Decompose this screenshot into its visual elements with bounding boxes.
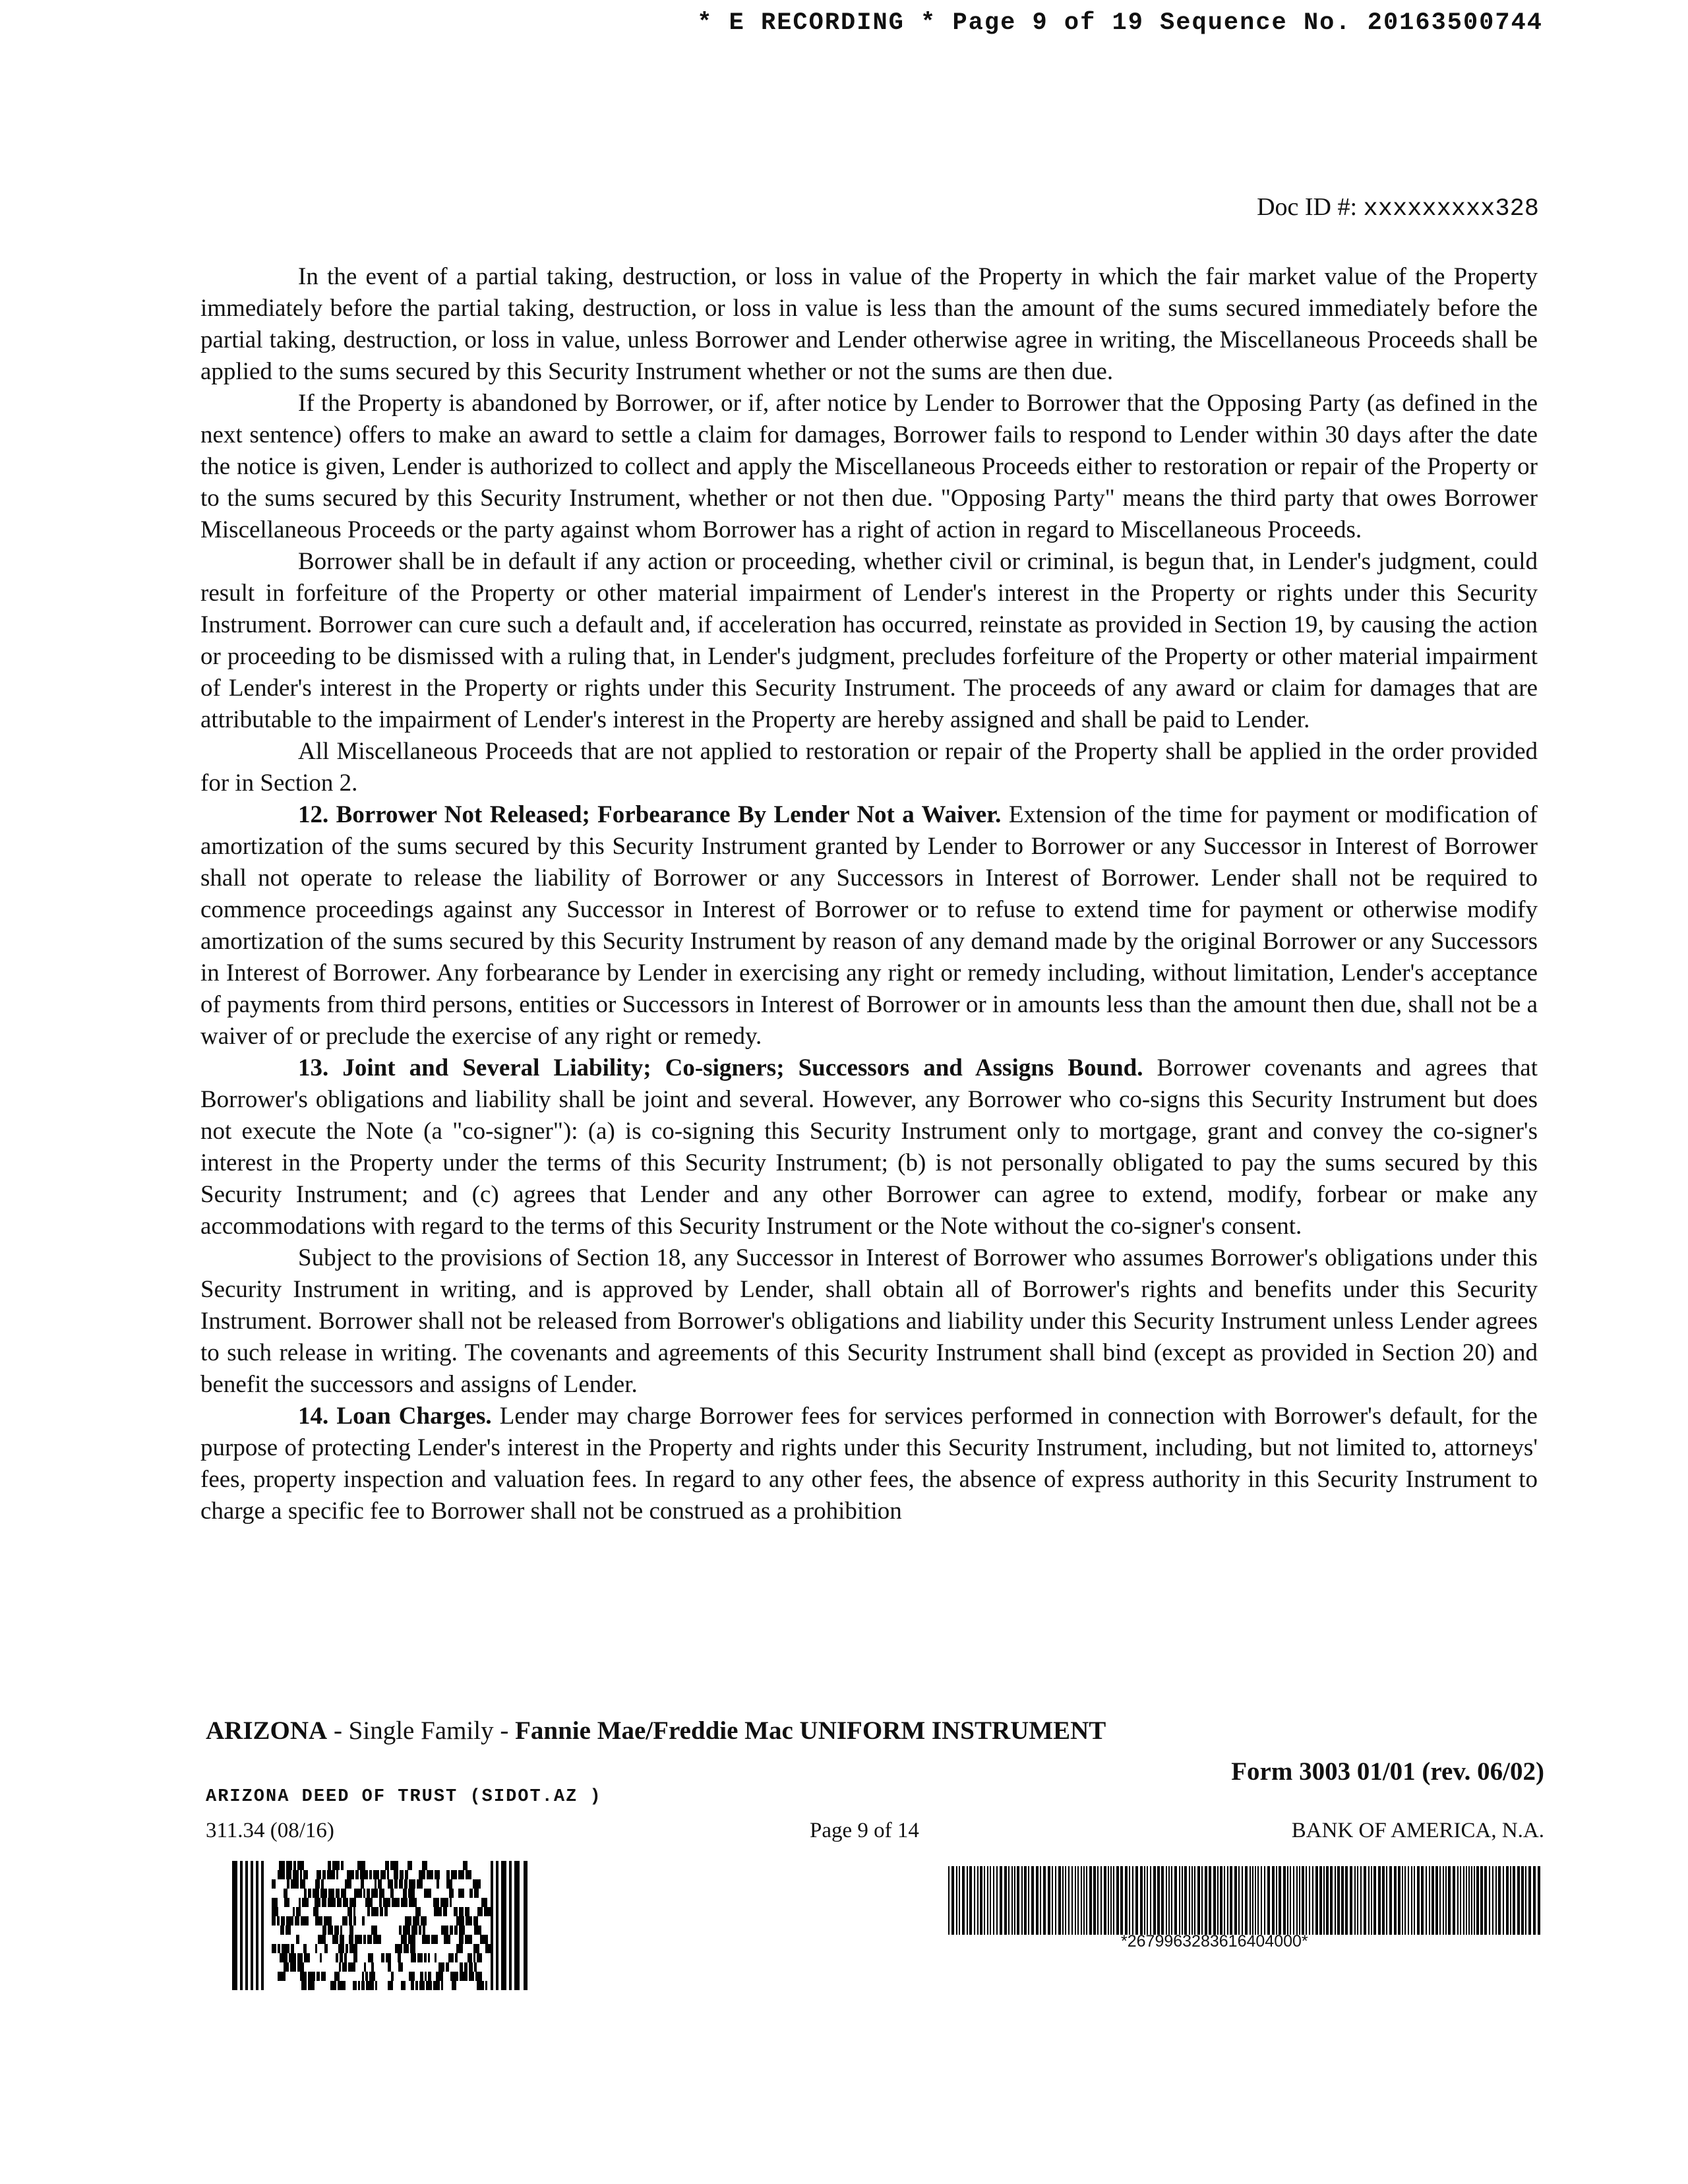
footer-sep: - Single Family -: [327, 1716, 516, 1745]
section-13-heading: 13. Joint and Several Liability; Co-signers; Successors and Assigns Bound.: [298, 1054, 1143, 1081]
section-13: [200, 1052, 1538, 1242]
recording-header: * E RECORDING * Page 9 of 19 Sequence No. 20163500744: [697, 9, 1543, 37]
doc-id-label: Doc ID #:: [1257, 193, 1364, 221]
barcode-number: *2679963283616404000*: [1121, 1932, 1308, 1951]
form-number: Form 3003 01/01 (rev. 06/02): [1231, 1757, 1544, 1786]
section-12: [200, 799, 1538, 1052]
deed-code: ARIZONA DEED OF TRUST (SIDOT.AZ ): [206, 1787, 602, 1807]
section-14-heading: 14. Loan Charges.: [298, 1403, 492, 1430]
linear-barcode-icon: [948, 1866, 1540, 1935]
pdf417-barcode-icon: [232, 1861, 528, 1990]
section-12-text: Extension of the time for payment or modification of amortization of the sums secured by this Security Instrument granted by Lender to Borrower or any Successor in Interest of Borrower shall not operate to release the liability of Borrower or any Successors in Interest of Borrower. Lender shall not be required to commence proceedings against any Successor in Interest of Borrower or to refuse to extend time for payment or otherwise modify amortization of the sums secured by this Security Instrument by reason of any demand made by the original Borrower or any Successors in Interest of Borrower. Any forbearance by Lender in exercising any right or remedy including, without limitation, Lender's acceptance of payments from third persons, entities or Successors in Interest of Borrower or in amounts less than the amount then due, shall not be a waiver of or preclude the exercise of any right or remedy.: [200, 801, 1538, 1050]
doc-id: [1257, 193, 1539, 223]
section-12-heading: 12. Borrower Not Released; Forbearance By Lender Not a Waiver.: [298, 801, 1002, 828]
section-13-text: Borrower covenants and agrees that Borrower's obligations and liability shall be joint and several. However, any Borrower who co-signs this Security Instrument but does not execute the Note (a "co-signer"): (a) is co-signing this Security Instrument only to mortgage, grant and convey the co-signer's interest in the Property under the terms of this Security Instrument; (b) is not personally obligated to pay the sums secured by this Security Instrument; and (c) agrees that Lender and any other Borrower can agree to extend, modify, forbear or make any accommodations with regard to the terms of this Security Instrument or the Note without the co-signer's consent.: [200, 1054, 1538, 1240]
doc-id-value: xxxxxxxxx328: [1363, 195, 1539, 223]
page-number: Page 9 of 14: [810, 1819, 919, 1842]
section-14-text: Lender may charge Borrower fees for services performed in connection with Borrower's default, for the purpose of protecting Lender's interest in the Property and rights under this Security Instrument, including, but not limited to, attorneys' fees, property inspection and valuation fees. In regard to any other fees, the absence of express authority in this Security Instrument to charge a specific fee to Borrower shall not be construed as a prohibition: [200, 1403, 1538, 1525]
paragraph-partial-taking: In the event of a partial taking, destruction, or loss in value of the Property in which the fair market value of the Property immediately before the partial taking, destruction, or loss in value is less than the amount of the sums secured immediately before the partial taking, destruction, or loss in value, unless Borrower and Lender otherwise agree in writing, the Miscellaneous Proceeds shall be applied to the sums secured by this Security Instrument whether or not the sums are then due.: [200, 263, 1538, 385]
footer-state: ARIZONA: [206, 1716, 328, 1745]
form-code: 311.34 (08/16): [206, 1819, 334, 1842]
bank-name: BANK OF AMERICA, N.A.: [1291, 1819, 1544, 1842]
footer-title: [206, 1716, 1106, 1745]
footer-fannie: Fannie Mae/Freddie Mac UNIFORM INSTRUMENT: [515, 1716, 1106, 1745]
paragraph-successor: Subject to the provisions of Section 18, any Successor in Interest of Borrower who assumes Borrower's obligations under this Security Instrument in writing, and is approved by Lender, shall obtain all of Borrower's rights and benefits under this Security Instrument. Borrower shall not be released from Borrower's obligations and liability under this Security Instrument unless Lender agrees to such release in writing. The covenants and agreements of this Security Instrument shall bind (except as provided in Section 20) and benefit the successors and assigns of Lender.: [200, 1244, 1538, 1398]
paragraph-misc-proceeds: All Miscellaneous Proceeds that are not applied to restoration or repair of the Property shall be applied in the order provided for in Section 2.: [200, 738, 1538, 797]
document-body: [200, 261, 1538, 1527]
paragraph-default: Borrower shall be in default if any action or proceeding, whether civil or criminal, is begun that, in Lender's judgment, could result in forfeiture of the Property or other material impairment of Lender's interest in the Property or rights under this Security Instrument. Borrower can cure such a default and, if acceleration has occurred, reinstate as provided in Section 19, by causing the action or proceeding to be dismissed with a ruling that, in Lender's judgment, precludes forfeiture of the Property or other material impairment of Lender's interest in the Property or rights under this Security Instrument. The proceeds of any award or claim for damages that are attributable to the impairment of Lender's interest in the Property are hereby assigned and shall be paid to Lender.: [200, 548, 1538, 733]
section-14: [200, 1401, 1538, 1527]
paragraph-abandoned-property: If the Property is abandoned by Borrower, or if, after notice by Lender to Borrower that the Opposing Party (as defined in the next sentence) offers to make an award to settle a claim for damages, Borrower fails to respond to Lender within 30 days after the date the notice is given, Lender is authorized to collect and apply the Miscellaneous Proceeds either to restoration or repair of the Property or to the sums secured by this Security Instrument, whether or not then due. "Opposing Party" means the third party that owes Borrower Miscellaneous Proceeds or the party against whom Borrower has a right of action in regard to Miscellaneous Proceeds.: [200, 390, 1538, 543]
